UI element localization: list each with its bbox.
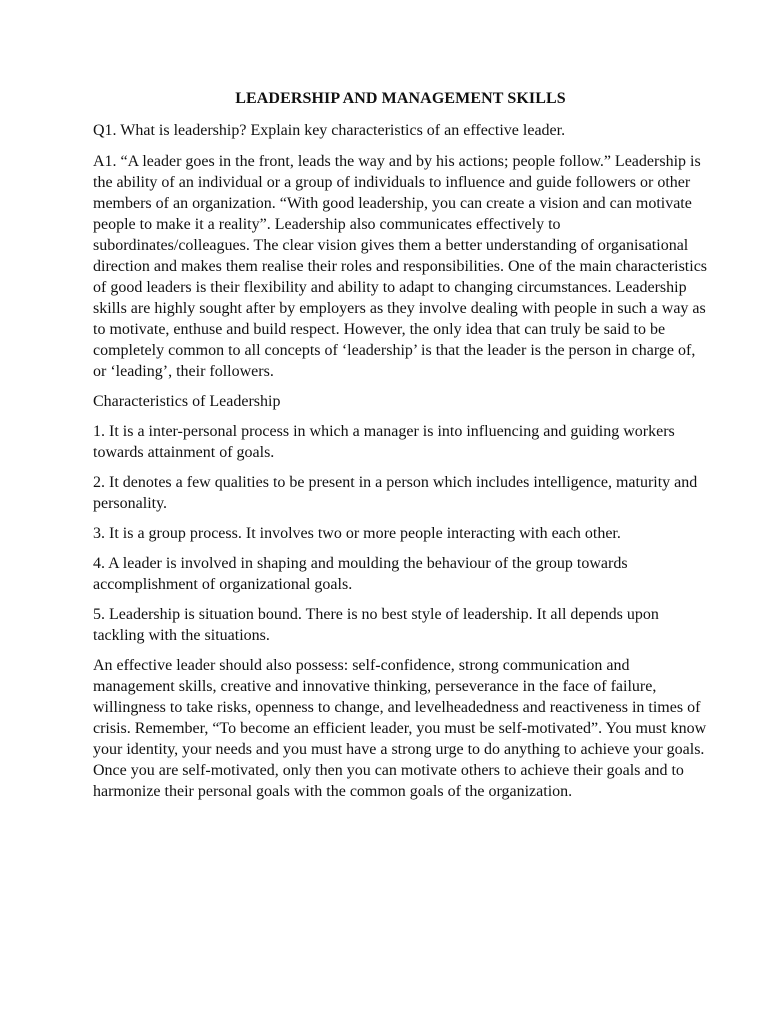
characteristics-heading: Characteristics of Leadership [93,393,281,410]
characteristic-point-3: 3. It is a group process. It involves two or more people interacting with each other. [93,525,621,542]
answer-paragraph: A1. “A leader goes in the front, leads the way and by his actions; people follow.” Leadership is the ability of an individual or a group of individuals to influence and guide followers or other members of an organization. “With good leadership, you can create a vision and can motivate people to make it a reality”. Leadership also communicates effectively to subordinates/colleagues. The clear vision gives them a better understanding of organisational direction and makes them realise their roles and responsibilities. One of the main characteristics of good leaders is their flexibility and ability to adapt to changing circumstances. Leadership skills are highly sought after by employers as they involve dealing with people in such a way as to motivate, enthuse and build respect. However, the only idea that can truly be said to be completely common to all concepts of ‘leadership’ is that the leader is the person in charge of, or ‘leading’, their followers. [93,153,708,380]
document-title: LEADERSHIP AND MANAGEMENT SKILLS [235,90,566,107]
characteristic-point-1: 1. It is a inter-personal process in which a manager is into influencing and guiding workers towards attainment of goals. [93,423,675,461]
closing-paragraph: An effective leader should also possess: self-confidence, strong communication and management skills, creative and innovative thinking, perseverance in the face of failure, willingness to take risks, openness to change, and levelheadedness and reactiveness in times of crisis. Remember, “To become an efficient leader, you must be self-motivated”. You must know your identity, your needs and you must have a strong urge to do anything to achieve your goals. Once you are self-motivated, only then you can motivate others to achieve their goals and to harmonize their personal goals with the common goals of the organization. [93,657,707,800]
characteristic-point-2: 2. It denotes a few qualities to be present in a person which includes intelligence, maturity and personality. [93,474,698,512]
characteristic-point-5: 5. Leadership is situation bound. There is no best style of leadership. It all depends upon tackling with the situations. [93,606,659,644]
characteristic-point-4: 4. A leader is involved in shaping and moulding the behaviour of the group towards accomplishment of organizational goals. [93,555,628,593]
question-text: Q1. What is leadership? Explain key characteristics of an effective leader. [93,122,566,139]
